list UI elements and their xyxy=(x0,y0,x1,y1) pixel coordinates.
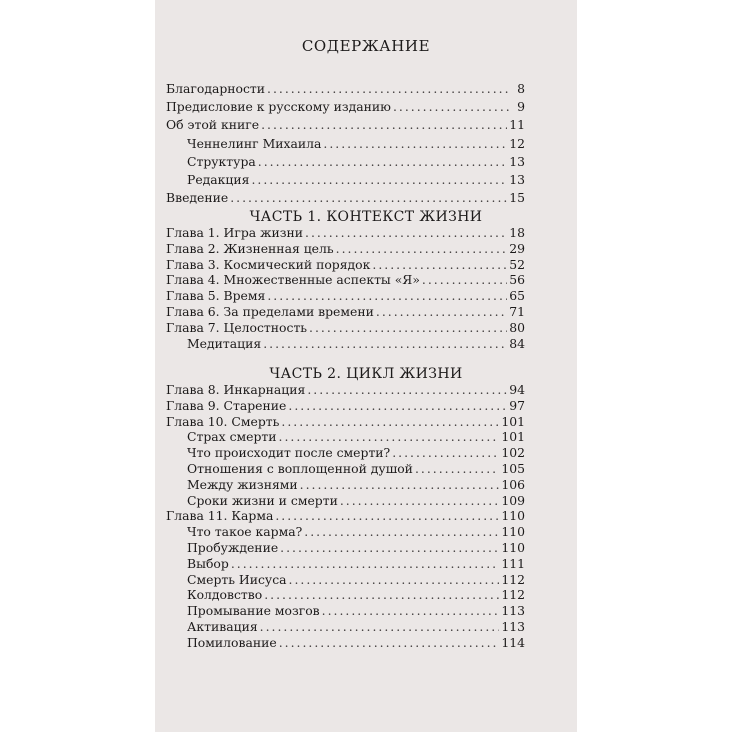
toc-entry[interactable] xyxy=(166,572,525,588)
toc-entry-label: Смерть Иисуса xyxy=(187,571,287,587)
toc-entry[interactable] xyxy=(166,336,525,352)
toc-entry-label: Глава 5. Время xyxy=(166,288,266,304)
toc-entry[interactable] xyxy=(166,189,525,207)
dot-leader xyxy=(263,336,507,352)
toc-entry-label: Редакция xyxy=(187,171,250,187)
toc-entry[interactable] xyxy=(166,556,525,572)
toc-entry-page-number: 13 xyxy=(509,153,525,169)
toc-entry-page-number: 110 xyxy=(501,524,525,540)
dot-leader xyxy=(323,135,507,153)
toc-entry-page-number: 110 xyxy=(501,508,525,524)
toc-entry-label: Помилование xyxy=(187,634,277,650)
toc-entry[interactable] xyxy=(166,304,525,320)
dot-leader xyxy=(280,540,499,556)
dot-leader xyxy=(392,445,499,461)
toc-entry-label: Глава 10. Смерть xyxy=(166,413,280,429)
toc-entry-page-number: 109 xyxy=(501,492,525,508)
toc-entry-page-number: 112 xyxy=(501,587,525,603)
dot-leader xyxy=(372,257,507,273)
dot-leader xyxy=(281,414,499,430)
toc-entry-label: Что такое карма? xyxy=(187,524,303,540)
toc-entry-label: Структура xyxy=(187,153,256,169)
toc-entry-page-number: 84 xyxy=(509,335,525,351)
toc-entry[interactable] xyxy=(166,635,525,651)
dot-leader xyxy=(279,429,500,445)
dot-leader xyxy=(275,508,499,524)
toc-entry-label: Об этой книге xyxy=(166,117,260,133)
toc-entry-label: Глава 6. За пределами времени xyxy=(166,303,374,319)
toc-entry[interactable] xyxy=(166,524,525,540)
toc-entry-page-number: 106 xyxy=(501,476,525,492)
dot-leader xyxy=(231,556,500,572)
toc-entry-label: Отношения с воплощенной душой xyxy=(187,460,413,476)
toc-entry-page-number: 111 xyxy=(501,555,525,571)
toc-entry-page-number: 97 xyxy=(509,397,525,413)
toc-entry-label: Глава 3. Космический порядок xyxy=(166,256,371,272)
toc-entry-page-number: 101 xyxy=(501,413,525,429)
dot-leader xyxy=(305,225,507,241)
toc-entry[interactable] xyxy=(166,320,525,336)
dot-leader xyxy=(279,635,500,651)
toc-entry-page-number: 114 xyxy=(501,634,525,650)
toc-entry[interactable] xyxy=(166,135,525,153)
toc-entry-page-number: 8 xyxy=(517,81,525,96)
part1-heading: ЧАСТЬ 1. КОНТЕКСТ ЖИЗНИ xyxy=(249,209,483,225)
toc-entry[interactable] xyxy=(166,272,525,288)
toc-entry-label: Глава 11. Карма xyxy=(166,508,274,524)
part1-list xyxy=(166,225,525,351)
toc-entry-page-number: 52 xyxy=(509,256,525,272)
toc-entry-page-number: 113 xyxy=(501,618,525,634)
toc-entry-page-number: 11 xyxy=(509,117,525,133)
toc-entry[interactable] xyxy=(166,257,525,273)
toc-entry-label: Сроки жизни и смерти xyxy=(187,492,338,508)
dot-leader xyxy=(309,320,507,336)
toc-entry[interactable] xyxy=(166,587,525,603)
toc-entry-page-number: 15 xyxy=(509,190,525,206)
toc-entry-label: Глава 2. Жизненная цель xyxy=(166,240,334,256)
toc-title: СОДЕРЖАНИЕ xyxy=(301,37,431,55)
toc-entry-label: Выбор xyxy=(187,555,229,571)
toc-entry[interactable] xyxy=(166,540,525,556)
toc-entry[interactable] xyxy=(166,288,525,304)
dot-leader xyxy=(336,241,508,257)
front-matter-list xyxy=(166,80,525,207)
dot-leader xyxy=(288,398,507,414)
toc-entry-page-number: 101 xyxy=(501,429,525,445)
toc-entry[interactable] xyxy=(166,414,525,430)
dot-leader xyxy=(422,272,507,288)
toc-entry[interactable] xyxy=(166,171,525,189)
toc-entry-label: Предисловие к русскому изданию xyxy=(166,99,391,115)
dot-leader xyxy=(376,304,507,320)
toc-entry-label: Что происходит после смерти? xyxy=(187,445,391,461)
toc-entry[interactable] xyxy=(166,98,525,116)
dot-leader xyxy=(267,288,507,304)
dot-leader xyxy=(258,153,507,171)
toc-entry-label: Колдовство xyxy=(187,587,263,603)
toc-entry-page-number: 94 xyxy=(509,382,525,397)
toc-entry-page-number: 13 xyxy=(509,171,525,187)
part2-list xyxy=(166,382,525,651)
dot-leader xyxy=(322,603,500,619)
toc-entry-label: Между жизнями xyxy=(187,476,298,492)
toc-entry[interactable] xyxy=(166,382,525,398)
toc-entry-label: Медитация xyxy=(187,335,262,351)
toc-entry[interactable] xyxy=(166,603,525,619)
toc-entry-label: Глава 9. Старение xyxy=(166,397,287,413)
toc-entry-label: Благодарности xyxy=(166,81,266,96)
toc-entry[interactable] xyxy=(166,80,525,98)
toc-entry[interactable] xyxy=(166,619,525,635)
toc-entry[interactable] xyxy=(166,477,525,493)
dot-leader xyxy=(340,493,500,509)
book-page xyxy=(155,0,577,732)
toc-entry-page-number: 12 xyxy=(509,135,525,151)
toc-entry-page-number: 80 xyxy=(509,319,525,335)
toc-entry-label: Активация xyxy=(187,618,258,634)
toc-entry[interactable] xyxy=(166,116,525,134)
toc-entry-page-number: 9 xyxy=(517,99,525,115)
dot-leader xyxy=(251,171,507,189)
toc-entry-page-number: 110 xyxy=(501,539,525,555)
toc-entry-page-number: 29 xyxy=(509,240,525,256)
toc-entry-page-number: 113 xyxy=(501,603,525,619)
toc-entry[interactable] xyxy=(166,225,525,241)
dot-leader xyxy=(289,572,500,588)
toc-entry[interactable] xyxy=(166,398,525,414)
toc-entry[interactable] xyxy=(166,493,525,509)
toc-entry-page-number: 112 xyxy=(501,571,525,587)
toc-entry-label: Глава 7. Целостность xyxy=(166,319,308,335)
toc-entry-label: Глава 4. Множественные аспекты «Я» xyxy=(166,272,420,288)
dot-leader xyxy=(393,98,509,116)
toc-entry-page-number: 18 xyxy=(509,225,525,240)
toc-entry-page-number: 71 xyxy=(509,303,525,319)
toc-entry-label: Глава 8. Инкарнация xyxy=(166,382,306,397)
toc-entry[interactable] xyxy=(166,445,525,461)
dot-leader xyxy=(307,382,507,398)
dot-leader xyxy=(261,116,507,134)
dot-leader xyxy=(264,587,499,603)
toc-entry-label: Пробуждение xyxy=(187,539,279,555)
dot-leader xyxy=(230,189,507,207)
part2-heading: ЧАСТЬ 2. ЦИКЛ ЖИЗНИ xyxy=(269,366,463,382)
toc-entry[interactable] xyxy=(166,153,525,171)
toc-entry-page-number: 65 xyxy=(509,288,525,304)
dot-leader xyxy=(260,619,500,635)
toc-entry-label: Ченнелинг Михаила xyxy=(187,135,322,151)
toc-entry-label: Промывание мозгов xyxy=(187,603,320,619)
dot-leader xyxy=(267,80,509,98)
toc-entry[interactable] xyxy=(166,429,525,445)
toc-entry[interactable] xyxy=(166,241,525,257)
toc-entry-page-number: 105 xyxy=(501,460,525,476)
toc-entry-page-number: 56 xyxy=(509,272,525,288)
toc-entry[interactable] xyxy=(166,461,525,477)
dot-leader xyxy=(300,477,500,493)
dot-leader xyxy=(304,524,499,540)
toc-entry-page-number: 102 xyxy=(501,445,525,461)
toc-entry-label: Глава 1. Игра жизни xyxy=(166,225,304,240)
toc-entry[interactable] xyxy=(166,508,525,524)
toc-entry-label: Страх смерти xyxy=(187,429,277,445)
dot-leader xyxy=(415,461,499,477)
toc-entry-label: Введение xyxy=(166,190,229,206)
